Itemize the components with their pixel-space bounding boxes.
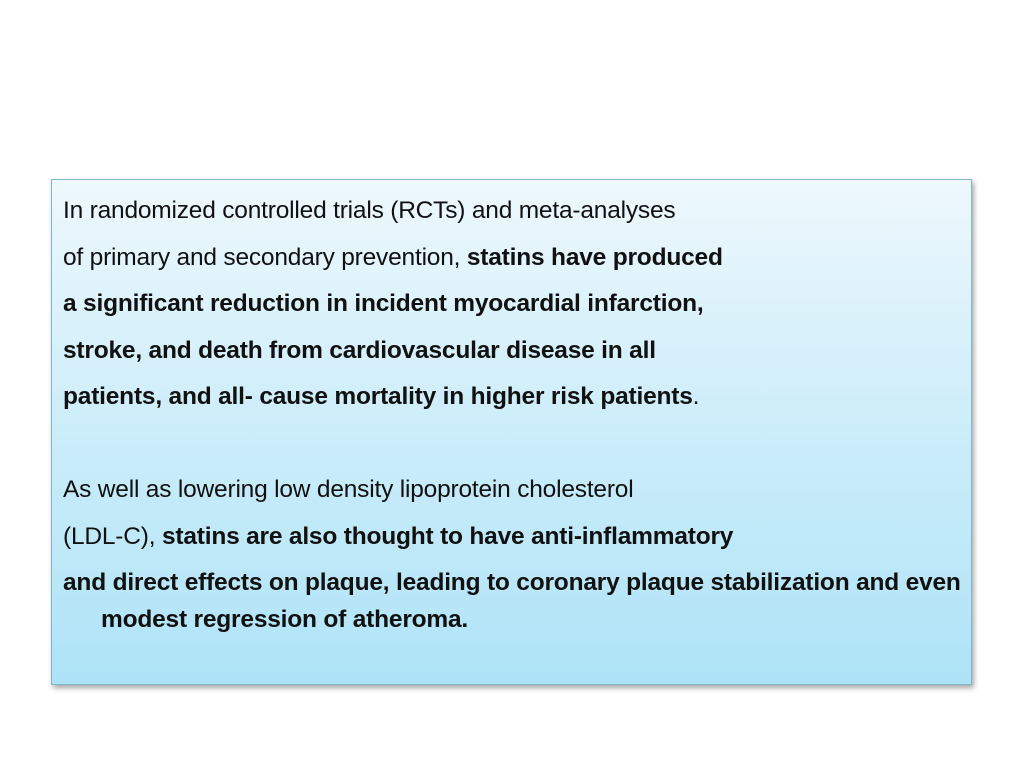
content-text-box bbox=[51, 179, 972, 685]
paragraph-2-line-1 bbox=[63, 467, 961, 514]
paragraph-2-line-3 bbox=[63, 564, 961, 638]
text-run: of primary and secondary prevention, bbox=[63, 243, 467, 271]
text-run: (LDL-C), bbox=[63, 522, 162, 550]
text-run: . bbox=[692, 383, 700, 410]
text-run: As well as lowering low density lipoprotein cholesterol bbox=[63, 476, 634, 503]
text-run: In randomized controlled trials (RCTs) and meta-analyses bbox=[63, 197, 676, 224]
bold-text-run: a significant reduction in incident myocardial infarction, bbox=[63, 290, 704, 317]
bold-text-run: statins are also thought to have anti-inflammatory bbox=[161, 522, 734, 550]
bold-text-run: stroke, and death from cardiovascular disease in all bbox=[63, 336, 656, 364]
paragraph-1-line-1 bbox=[63, 188, 961, 235]
paragraph-1-line-3 bbox=[63, 281, 961, 328]
paragraph-1-line-5 bbox=[63, 374, 961, 421]
bold-text-run: patients, and all- cause mortality in higher risk patients bbox=[63, 383, 693, 410]
paragraph-2-line-2 bbox=[63, 514, 961, 561]
bold-text-run: statins have produced bbox=[466, 243, 723, 271]
bold-text-run: and direct effects on plaque, leading to coronary plaque stabilization and even modest regression of atheroma. bbox=[63, 569, 961, 633]
paragraph-spacer bbox=[63, 421, 961, 468]
paragraph-1-line-2 bbox=[63, 235, 961, 282]
paragraph-1-line-4 bbox=[63, 328, 961, 375]
